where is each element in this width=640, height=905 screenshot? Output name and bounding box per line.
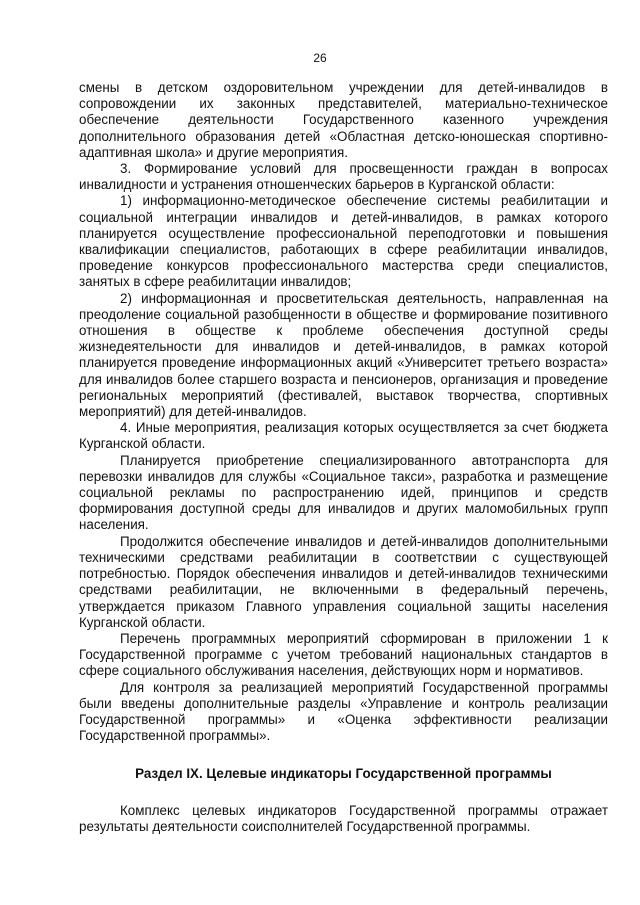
page-number: 26: [313, 51, 327, 65]
paragraph: Продолжится обеспечение инвалидов и детей-инвалидов дополнительными техническими средствами реабилитации в соответствии с существующей потребностью. Порядок обеспечения инвалидов и детей-инвалидов техническими средствами реабилитации, не включенными в федеральный перечень, утверждается приказом Главного управления социальной защиты населения Курганской области.: [79, 533, 608, 630]
paragraph: Планируется приобретение специализированного автотранспорта для перевозки инвалидов для службы «Социальное такси», разработка и размещение социальной рекламы по распространению идей, принципов и средств формирования доступной среды для инвалидов и других маломобильных групп населения.: [79, 452, 608, 533]
paragraph: Для контроля за реализацией мероприятий Государственной программы были введены дополнительные разделы «Управление и контроль реализации Государственной программы» и «Оценка эффективности реализации Государственной программы».: [79, 679, 608, 744]
paragraph: 4. Иные мероприятия, реализация которых осуществляется за счет бюджета Курганской области.: [79, 420, 608, 452]
paragraph: Комплекс целевых индикаторов Государственной программы отражает результаты деятельности соисполнителей Государственной программы.: [79, 802, 608, 834]
paragraph: Перечень программных мероприятий сформирован в приложении 1 к Государственной программе с учетом требований национальных стандартов в сфере социального обслуживания населения, действующих норм и нормативов.: [79, 630, 608, 679]
paragraph: смены в детском оздоровительном учреждении для детей-инвалидов в сопровождении их законных представителей, материально-техническое обеспечение деятельности Государственного казенного учреждения дополнительного образования детей «Областная детско-юношеская спортивно-адаптивная школа» и другие мероприятия.: [79, 80, 608, 160]
document-body: [79, 80, 608, 835]
paragraph: 2) информационная и просветительская деятельность, направленная на преодоление социальной разобщенности в обществе и формирование позитивного отношения в обществе к проблеме обеспечения доступной среды жизнедеятельности для инвалидов и детей-инвалидов, в рамках которой планируется проведение информационных акций «Университет третьего возраста» для инвалидов более старшего возраста и пенсионеров, организация и проведение региональных мероприятий (фестивалей, выставок творчества, спортивных мероприятий) для детей-инвалидов.: [79, 290, 608, 420]
paragraph: 1) информационно-методическое обеспечение системы реабилитации и социальной интеграции инвалидов и детей-инвалидов, в рамках которого планируется осуществление профессиональной переподготовки и повышения квалификации специалистов, работающих в сфере реабилитации инвалидов, проведение конкурсов профессионального мастерства среди специалистов, занятых в сфере реабилитации инвалидов;: [79, 193, 608, 290]
paragraph: 3. Формирование условий для просвещенности граждан в вопросах инвалидности и устранения отношенческих барьеров в Курганской области:: [79, 161, 608, 193]
section-heading: Раздел IX. Целевые индикаторы Государственной программы: [135, 766, 552, 782]
